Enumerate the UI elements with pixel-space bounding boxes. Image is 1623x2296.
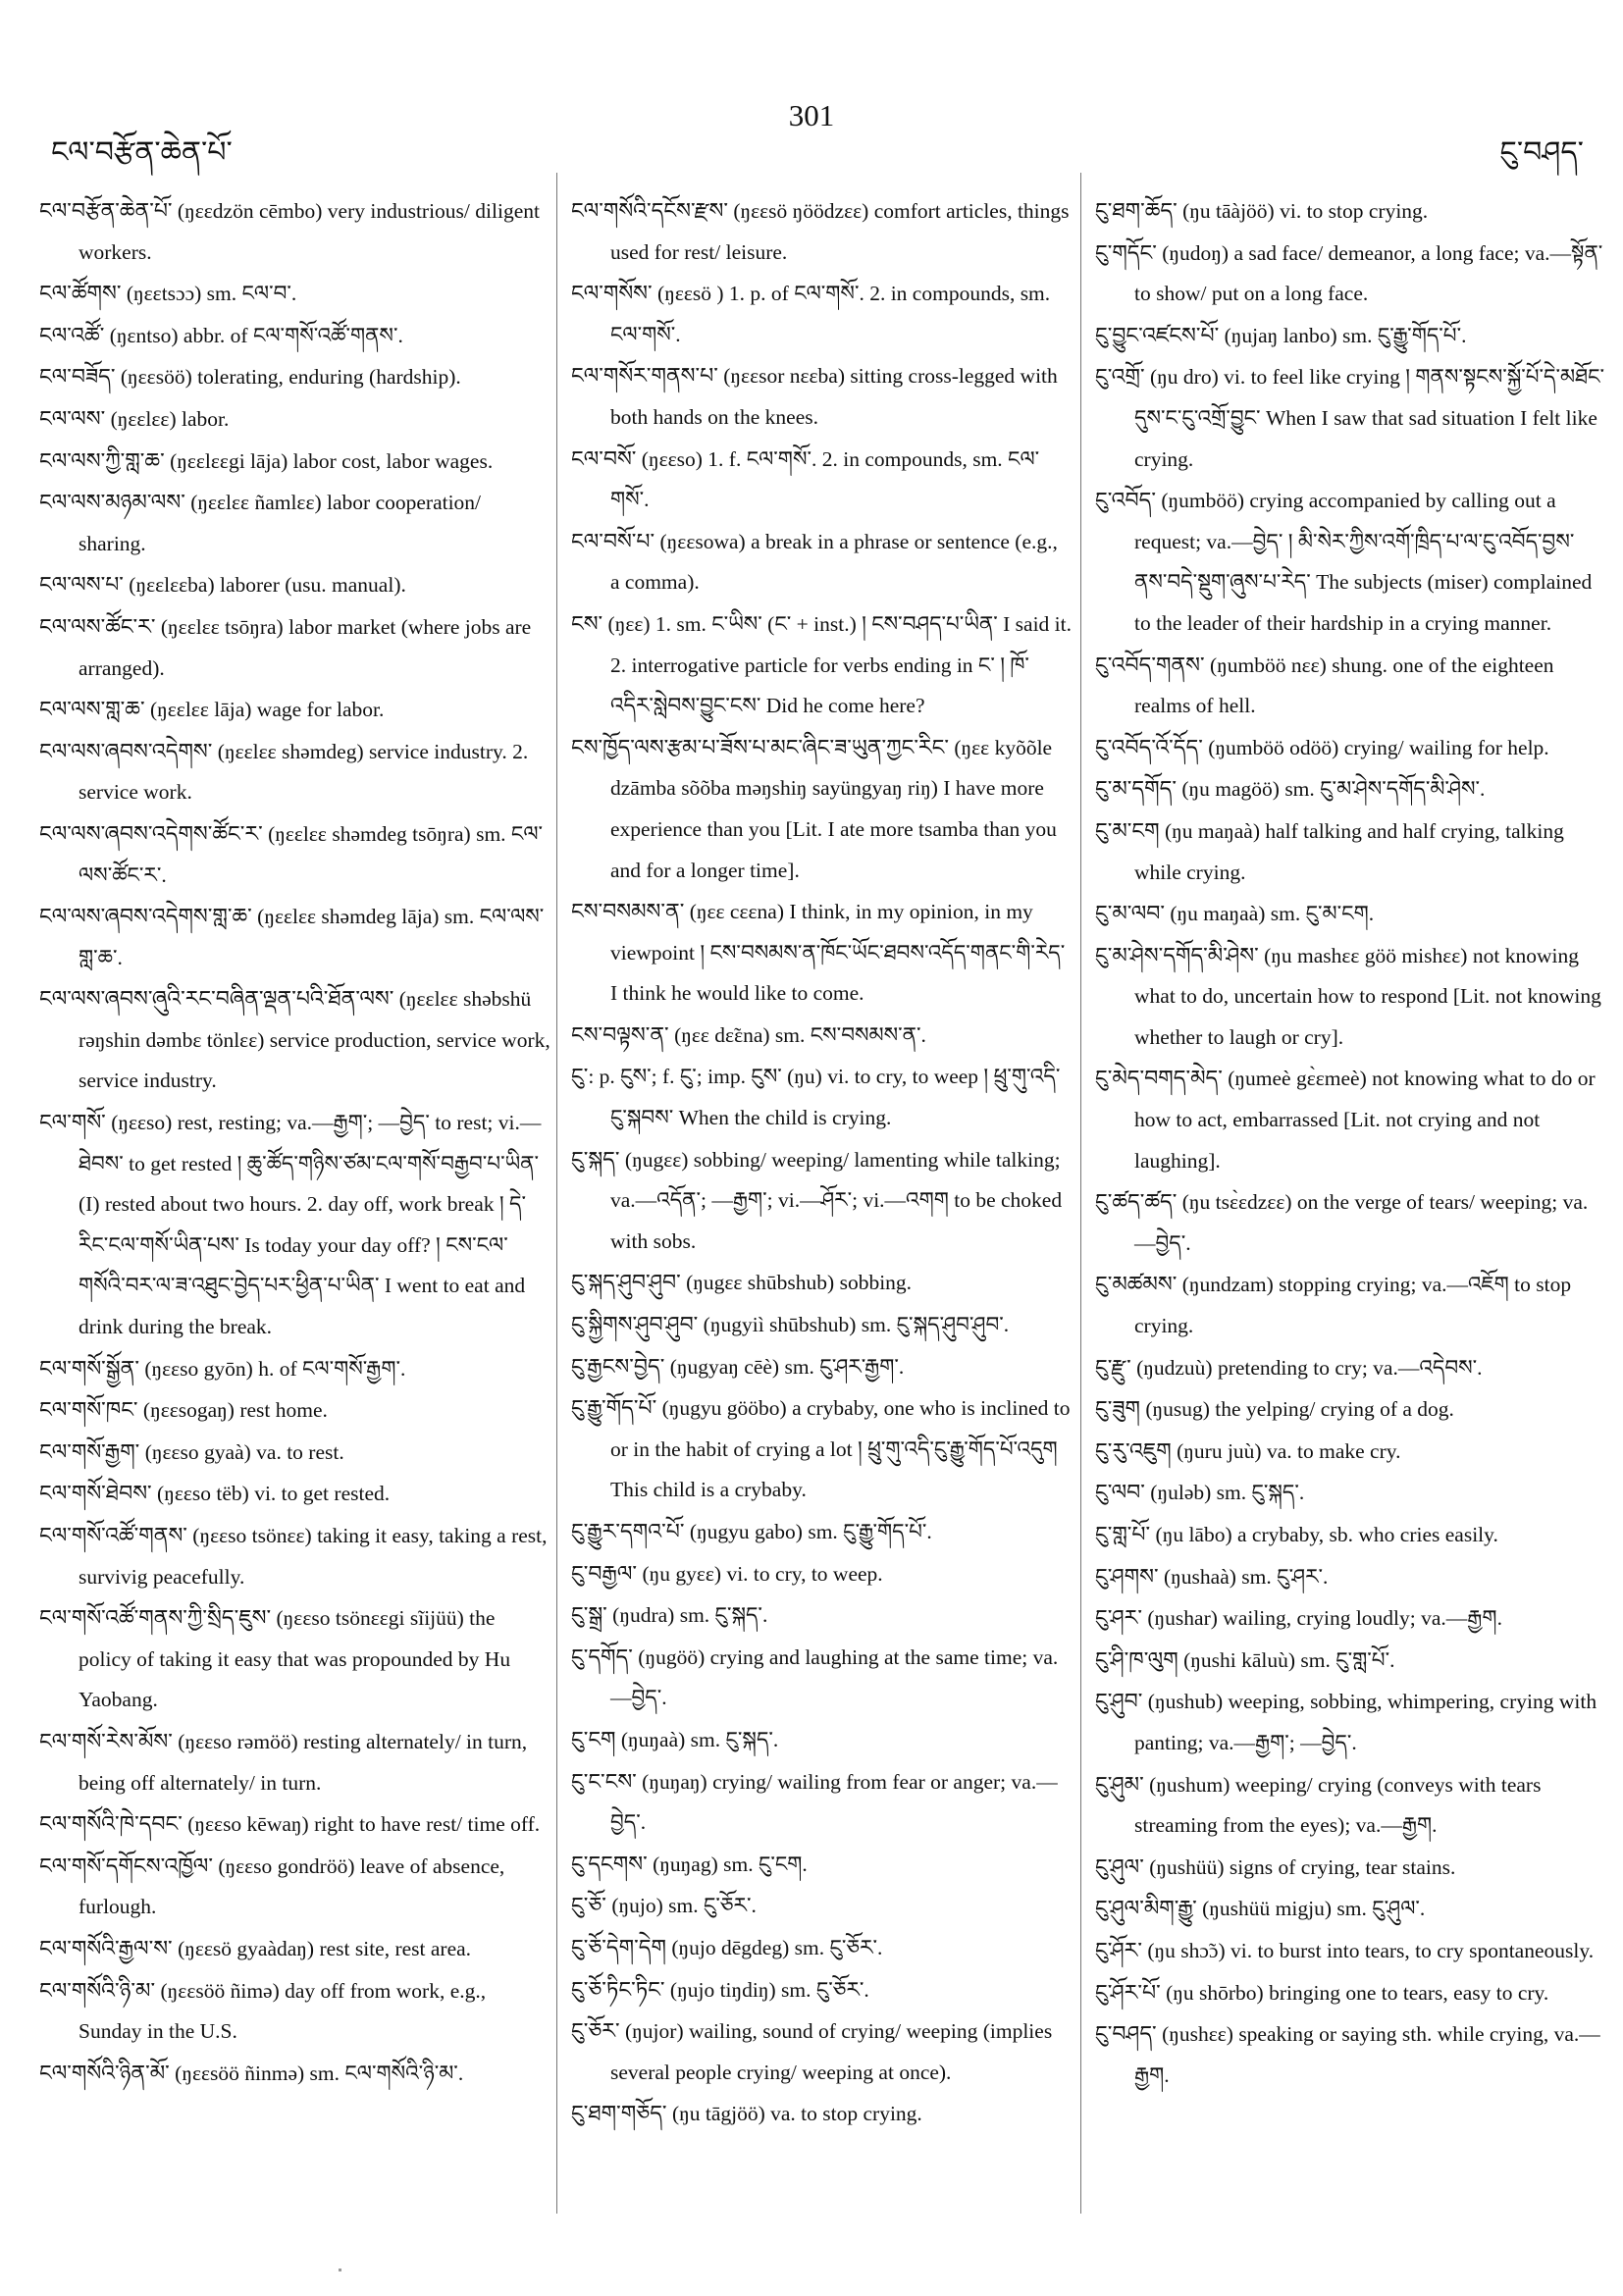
entry-definition: (ŋujo tiŋdiŋ) sm. ངུ་ཅོར་. xyxy=(664,1977,869,2002)
entry-definition: (ŋushaà) sm. ངུ་ཤར་. xyxy=(1158,1564,1329,1589)
dictionary-entry xyxy=(39,1803,551,1846)
dictionary-entry xyxy=(571,1885,1072,1927)
dictionary-entry xyxy=(39,731,551,813)
dictionary-entry xyxy=(39,896,551,978)
entry-definition: (ŋɛɛlɛɛgi lāja) labor cost, labor wages. xyxy=(164,448,494,473)
dictionary-entry xyxy=(571,1511,1072,1553)
entry-definition: (ŋɛɛsor nɛɛba) sitting cross-legged with both hands on the knees. xyxy=(610,364,1058,429)
entry-headword: ངལ་ལས་ཀྱི་གླ་ཆ་ xyxy=(39,447,165,473)
entry-headword: ངུ་ཐག་ཆོད་ xyxy=(1095,198,1178,223)
dictionary-entry xyxy=(1095,233,1605,315)
entry-definition: (ŋɛɛso) rest, resting; va.—རྒྱག་; —བྱེད་ to rest; vi.—ཐེབས་ to get rested ། ཆུ་ཚོད་གཉིས་ཙམ་ངལ་གསོ་བརྒྱབ་པ་ཡིན་ (I) rested about two hours. 2. day off, work break ། དེ་རིང་ངལ་གསོ་ཡིན་པས་ Is today your day off? ། ངས་ངལ་གསོའི་བར་ལ་ཟ་འཐུང་བྱེད་པར་ཕྱིན་པ་ཡིན་ I went to eat and drink during the break. xyxy=(79,1111,542,1339)
entry-definition: (ŋugɛɛ shūbshub) sobbing. xyxy=(680,1271,913,1295)
dictionary-entry xyxy=(39,2053,551,2095)
entry-headword: ངལ་ལས་ xyxy=(39,405,106,431)
dictionary-entry xyxy=(1095,893,1605,935)
entry-headword: ངལ་གསོ་དགོངས་འཁྱོལ་ xyxy=(39,1852,213,1878)
entry-headword: ངུ་མ་ལབ་ xyxy=(1095,901,1165,926)
entry-headword: ངུ་གླ་པོ་ xyxy=(1095,1522,1151,1546)
entry-definition: (ŋuŋag) sm. ངུ་ངག. xyxy=(647,1852,808,1876)
entry-definition: (ŋudoŋ) a sad face/ demeanor, a long face; va.—སྟོན་ to show/ put on a long face. xyxy=(1134,240,1603,306)
entry-definition: (ŋushar) wailing, crying loudly; va.—རྒྱག. xyxy=(1142,1606,1502,1631)
entry-definition: (ŋu tāàjöö) vi. to stop crying. xyxy=(1177,199,1429,223)
entry-definition: (ŋɛɛsö ŋöödzɛɛ) comfort articles, things used for rest/ leisure. xyxy=(610,199,1070,264)
dictionary-entry xyxy=(39,1348,551,1390)
entry-definition: (ŋugöö) crying and laughing at the same time; va.—བྱེད་. xyxy=(610,1644,1059,1710)
entry-definition: (ŋujaŋ lanbo) sm. ངུ་རྒྱུ་གོད་པོ་. xyxy=(1219,323,1467,347)
dictionary-entry xyxy=(571,1387,1072,1511)
entry-headword: ངལ་བརྩོན་ཆེན་པོ་ xyxy=(39,198,173,223)
entry-definition: (ŋumböö nɛɛ) shung. one of the eighteen realms of hell. xyxy=(1134,652,1554,718)
dictionary-entry xyxy=(39,273,551,315)
column-divider xyxy=(1080,173,1081,2214)
entry-definition: (ŋugɛɛ) sobbing/ weeping/ lamenting while talking; va.—འདོན་; —རྒྱག་; vi.—ཤོར་; vi.—འགག to be choked with sobs. xyxy=(610,1147,1063,1253)
dictionary-entry xyxy=(571,727,1072,891)
entry-definition: (ŋu magöö) sm. ངུ་མ་ཤེས་དགོད་མི་ཤེས་. xyxy=(1176,777,1486,802)
entry-headword: ངུ་ཐག་གཅོད་ xyxy=(571,2101,667,2126)
dictionary-entry xyxy=(571,273,1072,355)
entry-headword: ངལ་འཚོ་ xyxy=(39,322,105,347)
dictionary-entry xyxy=(39,1473,551,1515)
entry-headword: ངུ་མེད་བགད་མེད་ xyxy=(1095,1066,1223,1091)
dictionary-entry xyxy=(39,1102,551,1348)
entry-headword: ངུ་འབོད་གནས་ xyxy=(1095,652,1205,677)
dictionary-entry xyxy=(571,521,1072,603)
dictionary-entry xyxy=(1095,1347,1605,1389)
entry-headword: ངལ་བསོ་ xyxy=(571,445,637,471)
dictionary-entry xyxy=(1095,1930,1605,1972)
dictionary-entry xyxy=(1095,1681,1605,1763)
entry-definition: (ŋɛɛlɛɛ tsōŋra) labor market (where jobs are arranged). xyxy=(79,614,532,680)
entry-headword: ངལ་གསོ་ཁང་ xyxy=(39,1397,138,1423)
dictionary-entry xyxy=(1095,1764,1605,1847)
dictionary-entry xyxy=(571,1553,1072,1595)
running-head-right: ངུ་བཤད་ xyxy=(1499,136,1584,169)
entry-headword: ངུ་བཤད་ xyxy=(1095,2021,1157,2047)
dictionary-entry xyxy=(571,1304,1072,1346)
entry-headword: ངལ་གསོའི་ཉིན་མོ་ xyxy=(39,2060,170,2085)
entry-definition: (ŋɛɛso tsönɛɛgi sĩijüü) the policy of taking it easy that was propounded by Hu Yaobang. xyxy=(79,1606,511,1712)
entry-definition: (ŋɛɛsowa) a break in a phrase or sentence (e.g., a comma). xyxy=(610,529,1058,595)
entry-definition: (ŋɛɛ kyõõle dzāmba sõõba məŋshiŋ sayüngyaŋ riŋ) I have more experience than you [Lit. I ate more tsamba than you and for a longer time]. xyxy=(610,735,1057,882)
entry-headword: ངལ་གསོར་གནས་པ་ xyxy=(571,363,718,389)
entry-definition: (ŋɛɛ) 1. sm. ང་ཡིས་ (ང་ + inst.) ། ངས་བཤད་པ་ཡིན་ I said it. 2. interrogative particle for verbs ending in ང་ ། ཁོ་འདིར་སླེབས་བྱུང་ངས་ Did he come here? xyxy=(602,611,1072,718)
entry-definition: (ŋɛɛso gondröö) leave of absence, furlough. xyxy=(79,1853,505,1919)
entry-headword: ངལ་གསོས་ xyxy=(571,281,653,306)
entry-definition: (ŋu shɔ̃ɔ) vi. to burst into tears, to cry spontaneously. xyxy=(1142,1938,1595,1962)
dictionary-entry xyxy=(1095,1556,1605,1598)
entry-headword: ངལ་གསོ་ xyxy=(39,1110,106,1135)
dictionary-entry xyxy=(1095,935,1605,1059)
dictionary-entry xyxy=(571,439,1072,521)
entry-definition: (ŋugyu gabo) sm. ངུ་རྒྱུ་གོད་པོ་. xyxy=(684,1520,932,1543)
entry-headword: ངལ་བསོ་པ་ xyxy=(571,528,655,553)
entry-headword: ངུ་མ་ངག xyxy=(1095,817,1160,843)
dictionary-entry xyxy=(1095,1640,1605,1682)
entry-definition: (ŋu tsɛ̀ɛdzɛɛ) on the verge of tears/ weeping; va.—བྱེད་. xyxy=(1134,1190,1589,1255)
entry-headword: ངུ་རུ་འཇུག xyxy=(1095,1437,1172,1463)
entry-definition: (ŋɛɛlɛɛ shəmdeg) service industry. 2. service work. xyxy=(79,739,529,805)
dictionary-entry xyxy=(1095,727,1605,769)
dictionary-entry xyxy=(39,606,551,689)
entry-headword: ངུ་ཤུལ་མིག་རྒྱུ་ xyxy=(1095,1896,1197,1921)
entry-headword: ངུ་རྫུ་ xyxy=(1095,1354,1131,1380)
dictionary-entry xyxy=(39,689,551,731)
dictionary-entry xyxy=(39,1928,551,1970)
entry-headword: ངལ་ཚོགས་ xyxy=(39,281,122,306)
dictionary-entry xyxy=(39,1432,551,1474)
entry-headword: ངུ་ཤུབ་ xyxy=(1095,1689,1143,1714)
dictionary-entry xyxy=(571,1346,1072,1388)
entry-definition: (ŋushɛɛ) speaking or saying sth. while crying, va.—རྒྱག. xyxy=(1134,2022,1600,2087)
entry-headword: ངུ་སྐད་ xyxy=(571,1146,620,1172)
entry-headword: ངལ་གསོའི་ཁེ་དབང་ xyxy=(39,1811,183,1837)
dictionary-entry xyxy=(1095,1431,1605,1473)
entry-headword: ངུ་ཤོར་པོ་ xyxy=(1095,1979,1161,2005)
entry-headword: ངུ་མ་ཤེས་དགོད་མི་ཤེས་ xyxy=(1095,942,1259,967)
dictionary-entry xyxy=(39,1597,551,1721)
dictionary-entry xyxy=(571,1969,1072,2011)
entry-definition: (ŋɛɛlɛɛba) laborer (usu. manual). xyxy=(123,573,406,598)
entry-definition: (ŋɛɛtsɔɔ) sm. ངལ་བ་. xyxy=(121,282,297,306)
entry-definition: (ŋujo) sm. ངུ་ཅོར་. xyxy=(605,1894,757,1918)
entry-headword: ངུ་སྒྲ་ xyxy=(571,1602,607,1628)
entry-definition: (ŋu tāgjöö) va. to stop crying. xyxy=(666,2102,922,2126)
entry-headword: ངུ་མཚམས་ xyxy=(1095,1272,1178,1297)
entry-definition: (ŋɛɛsö ) 1. p. of ངལ་གསོ་. 2. in compounds, sm. ངལ་གསོ་. xyxy=(610,282,1051,346)
dictionary-entry xyxy=(39,1970,551,2053)
entry-definition: (ŋu shōrbo) bringing one to tears, easy to cry. xyxy=(1160,1980,1549,2005)
entry-headword: ངུ་རྒྱུར་དགའ་པོ་ xyxy=(571,1519,685,1543)
entry-definition: (ŋɛɛsöö ñinmə) sm. ངལ་གསོའི་ཉི་མ་. xyxy=(169,2061,464,2085)
entry-definition: (ŋɛɛso tëb) vi. to get rested. xyxy=(151,1482,391,1506)
entry-definition: (ŋushub) weeping, sobbing, whimpering, crying with panting; va.—རྒྱག་; —བྱེད་. xyxy=(1134,1690,1597,1754)
entry-definition: (ŋuru juù) va. to make cry. xyxy=(1171,1438,1401,1463)
entry-headword: ངུ་ཅོར་ xyxy=(571,2018,620,2044)
entry-definition: (ŋu gyɛɛ) vi. to cry, to weep. xyxy=(637,1561,883,1586)
entry-definition: (ŋɛɛ cɛɛna) I think, in my opinion, in my viewpoint ། ངས་བསམས་ན་ཁོང་ཡོང་ཐབས་འདོད་གནང་གི་རེད་ I think he would like to come. xyxy=(610,900,1066,1006)
dictionary-entry xyxy=(1095,1888,1605,1930)
entry-definition: (ŋɛɛsöö) tolerating, enduring (hardship). xyxy=(115,365,461,390)
entry-definition: (ŋɛɛso kēwaŋ) right to have rest/ time off. xyxy=(182,1812,541,1837)
entry-headword: ངལ་གསོ་འཚོ་གནས་ཀྱི་སྲིད་ཇུས་ xyxy=(39,1605,272,1631)
entry-definition: (ŋɛɛsöö ñimə) day off from work, e.g., Sunday in the U.S. xyxy=(79,1978,487,2044)
entry-definition: (ŋɛɛlɛɛ shəmdeg tsōŋra) sm. ངལ་ལས་ཚོང་ར་. xyxy=(79,821,544,887)
dictionary-entry xyxy=(571,1262,1072,1304)
entry-definition: (ŋu lābo) a crybaby, sb. who cries easily. xyxy=(1150,1523,1498,1546)
entry-definition: (ŋɛɛlɛɛ ñamlɛɛ) labor cooperation/ sharing. xyxy=(79,491,482,555)
entry-headword: ངུ་འབོད་འོ་དོད་ xyxy=(1095,734,1203,759)
entry-definition: (ŋɛɛ dɛ̃ɛna) sm. ངས་བསམས་ན་. xyxy=(668,1022,926,1047)
entry-definition: (ŋugyiì shūbshub) sm. ངུ་སྐད་ཤུབ་ཤུབ་. xyxy=(698,1313,1010,1337)
entry-definition: : p. ངུས་; f. ངུ་; imp. ངུས་ (ŋu) vi. to cry, to weep ། ཕྲུ་གུ་འདི་ངུ་སྐབས་ When the child is crying. xyxy=(588,1065,1061,1130)
entry-definition: (ŋu mashɛɛ göö mishɛɛ) not knowing what to do, uncertain how to respond [Lit. not knowing whether to laugh or cry]. xyxy=(1134,943,1601,1049)
entry-headword: ངུ་རྒྱངས་བྱེད་ xyxy=(571,1353,665,1379)
dictionary-entry xyxy=(1095,645,1605,727)
dictionary-entry xyxy=(571,2093,1072,2135)
entry-headword: ངུ་མ་དགོད་ xyxy=(1095,776,1177,802)
dictionary-entry xyxy=(39,190,551,273)
entry-headword: ངུ་ལབ་ xyxy=(1095,1480,1145,1505)
dictionary-entry xyxy=(571,1056,1072,1138)
dictionary-entry xyxy=(571,1637,1072,1719)
entry-headword: ངལ་ལས་ཞབས་འདེགས་ xyxy=(39,738,213,763)
entry-definition: (ŋugyu gööbo) a crybaby, one who is inclined to or in the habit of crying a lot ། ཕྲུ་གུ་འདི་ངུ་རྒྱུ་གོད་པོ་འདུག This child is a crybaby. xyxy=(610,1396,1071,1502)
entry-definition: (ŋuləb) sm. ངུ་སྐད་. xyxy=(1144,1481,1305,1505)
dictionary-entry xyxy=(1095,356,1605,480)
dictionary-entry xyxy=(39,1846,551,1928)
dictionary-entry xyxy=(571,2010,1072,2093)
entry-headword: ངུ་ xyxy=(571,1064,589,1089)
entry-definition: (ŋumböö odöö) crying/ wailing for help. xyxy=(1202,735,1549,759)
dictionary-entry xyxy=(39,564,551,606)
dictionary-entry xyxy=(1095,1597,1605,1640)
dictionary-entry xyxy=(39,1721,551,1803)
entry-headword: ངུ་ཤི་ཁ་ལུག xyxy=(1095,1646,1178,1672)
entry-headword: ངུ་དངགས་ xyxy=(571,1851,648,1876)
entry-definition: (ŋu maŋaà) half talking and half crying, talking while crying. xyxy=(1134,818,1564,884)
entry-definition: (ŋu maŋaà) sm. ངུ་མ་ངག. xyxy=(1164,902,1375,926)
entry-definition: (ŋɛɛso) 1. f. ངལ་གསོ་. 2. in compounds, sm. ངལ་གསོ་. xyxy=(610,446,1040,512)
column-divider xyxy=(556,173,557,2214)
entry-definition: (ŋudzuù) pretending to cry; va.—འདེབས་. xyxy=(1130,1355,1483,1380)
entry-definition: (ŋugyaŋ cēè) sm. ངུ་ཤར་རྒྱག་. xyxy=(664,1354,905,1379)
entry-headword: ངལ་གསོ་འཚོ་གནས་ xyxy=(39,1523,187,1547)
dictionary-entry xyxy=(39,813,551,896)
entry-definition: (ŋuŋaŋ) crying/ wailing from fear or anger; va.—བྱེད་. xyxy=(610,1769,1058,1835)
dictionary-entry xyxy=(1095,1972,1605,2014)
entry-definition: (ŋɛɛdzön cēmbo) very industrious/ diligent workers. xyxy=(79,199,540,264)
entry-headword: ངུ་སྐད་ཤུབ་ཤུབ་ xyxy=(571,1270,681,1295)
entry-headword: ངུ་རྒྱུ་གོད་པོ་ xyxy=(571,1395,657,1421)
entry-headword: ངལ་ལས་ཞབས་འདེགས་ཚོང་ར་ xyxy=(39,820,263,846)
entry-definition: (ŋumeè gɛ̀ɛmeè) not knowing what to do or how to act, embarrassed [Lit. not crying and not laughing]. xyxy=(1134,1067,1596,1173)
dictionary-entry xyxy=(39,356,551,398)
dictionary-entry xyxy=(1095,1514,1605,1556)
dictionary-entry xyxy=(1095,190,1605,233)
entry-headword: ངལ་གསོ་ཐེབས་ xyxy=(39,1481,152,1506)
entry-definition: (ŋu dro) vi. to feel like crying ། གནས་སྟངས་སྐྱོ་པོ་དེ་མཐོང་དུས་ང་ངུ་འགྲོ་བྱུང་ When I saw that sad situation I felt like crying. xyxy=(1134,365,1605,471)
entry-headword: ངས་ཁྱོད་ལས་རྩམ་པ་ཟོས་པ་མང་ཞིང་ཟ་ཡུན་ཀྱང་རིང་ xyxy=(571,734,949,759)
dictionary-entry xyxy=(571,1761,1072,1844)
dictionary-entry xyxy=(39,315,551,357)
entry-headword: ངལ་ལས་ཚོང་ར་ xyxy=(39,613,156,639)
entry-headword: ངལ་ལས་གླ་ཆ་ xyxy=(39,697,145,722)
entry-headword: ངུ་ཤུམ་ xyxy=(1095,1771,1144,1797)
entry-headword: ངུ་ངག xyxy=(571,1726,616,1751)
entry-definition: (ŋɛɛso gyōn) h. of ངལ་གསོ་རྒྱག་. xyxy=(138,1356,406,1381)
entry-definition: (ŋushüü) signs of crying, tear stains. xyxy=(1143,1854,1456,1879)
entry-headword: ངུ་ཤར་ xyxy=(1095,1605,1143,1631)
entry-headword: ངལ་གསོའི་དངོས་རྫས་ xyxy=(571,198,728,223)
entry-definition: (ŋuŋaà) sm. ངུ་སྐད་. xyxy=(615,1727,779,1751)
dictionary-entry xyxy=(1095,1847,1605,1889)
entry-definition: (ŋɛɛsogaŋ) rest home. xyxy=(137,1398,328,1423)
dictionary-entry xyxy=(1095,315,1605,357)
dictionary-entry xyxy=(39,1515,551,1597)
dictionary-entry xyxy=(571,1139,1072,1263)
dictionary-entry xyxy=(39,978,551,1102)
column-1 xyxy=(39,190,551,2212)
entry-definition: (ŋɛɛso tsönɛɛ) taking it easy, taking a rest, survivig peacefully. xyxy=(79,1524,548,1589)
entry-definition: (ŋumböö) crying accompanied by calling out a request; va.—བྱེད་ ། མི་སེར་ཀྱིས་འགོ་ཁྲིད་པ་ལ་ངུ་འབོད་བྱས་ནས་བདེ་སྡུག་ཞུས་པ་རེད་ The subjects (miser) complained to the leader of their hardship in a crying manner. xyxy=(1134,489,1593,635)
dictionary-entry xyxy=(571,355,1072,438)
entry-headword: ངལ་གསོའི་ཉི་མ་ xyxy=(39,1977,156,2003)
footer-mark xyxy=(339,2269,341,2271)
entry-headword: ངས་བལྟས་ན་ xyxy=(571,1021,669,1047)
dictionary-entry xyxy=(39,441,551,483)
entry-definition: (ŋɛɛlɛɛ lāja) wage for labor. xyxy=(144,698,385,722)
entry-headword: ངས་བསམས་ན་ xyxy=(571,899,685,924)
entry-headword: ངུ་ཤོར་ xyxy=(1095,1937,1143,1962)
dictionary-entry xyxy=(1095,1472,1605,1514)
dictionary-entry xyxy=(1095,1264,1605,1346)
entry-headword: ངུ་གདོང་ xyxy=(1095,239,1157,265)
entry-headword: ངལ་བཟོད་ xyxy=(39,364,116,390)
entry-definition: (ŋɛɛso rəmöö) resting alternately/ in turn, being off alternately/ in turn. xyxy=(79,1729,528,1795)
entry-headword: ངུ་ཅོ་ xyxy=(571,1893,606,1918)
dictionary-entry xyxy=(1095,480,1605,644)
running-head-left: ངལ་བརྩོན་ཆེན་པོ་ xyxy=(51,136,233,169)
dictionary-entry xyxy=(571,1719,1072,1761)
dictionary-entry xyxy=(1095,810,1605,893)
entry-definition: (ŋusug) the yelping/ crying of a dog. xyxy=(1139,1397,1454,1422)
entry-headword: ངུ་ང་ངས་ xyxy=(571,1768,637,1794)
column-3 xyxy=(1095,190,1605,2212)
dictionary-entry xyxy=(571,1927,1072,1969)
entry-definition: (ŋɛntso) abbr. of ངལ་གསོ་འཚོ་གནས་. xyxy=(104,323,403,347)
dictionary-entry xyxy=(571,603,1072,727)
entry-definition: (ŋɛɛsö gyaàdaŋ) rest site, rest area. xyxy=(172,1936,472,1960)
entry-definition: (ŋushum) weeping/ crying (conveys with tears streaming from the eyes); va.—རྒྱག. xyxy=(1134,1772,1542,1838)
entry-headword: ངལ་ལས་མཉམ་ལས་ xyxy=(39,490,185,515)
entry-headword: ངུ་ཚད་ཚད་ xyxy=(1095,1189,1178,1215)
dictionary-entry xyxy=(1095,2013,1605,2096)
entry-headword: ངལ་ལས་པ་ xyxy=(39,572,124,598)
entry-headword: ངུ་ཅོ་དེག་དེག xyxy=(571,1934,666,1959)
dictionary-entry xyxy=(571,190,1072,273)
entry-headword: ངལ་གསོའི་རྒྱལ་ས་ xyxy=(39,1935,173,1960)
entry-headword: ངུ་སྐྱིགས་ཤུབ་ཤུབ་ xyxy=(571,1312,699,1337)
dictionary-entry xyxy=(571,1015,1072,1057)
entry-definition: (ŋujor) wailing, sound of crying/ weeping (implies several people crying/ weeping at once). xyxy=(610,2019,1053,2084)
dictionary-entry xyxy=(1095,768,1605,810)
dictionary-entry xyxy=(571,891,1072,1015)
dictionary-entry xyxy=(1095,1388,1605,1431)
entry-definition: (ŋɛɛlɛɛ) labor. xyxy=(105,406,230,431)
entry-definition: (ŋɛɛlɛɛ shəmdeg lāja) sm. ངལ་ལས་གླ་ཆ་. xyxy=(79,905,545,969)
entry-definition: (ŋushüü migju) sm. ངུ་ཤུལ་. xyxy=(1196,1897,1426,1921)
entry-headword: ངལ་ལས་ཞབས་ཞུའི་རང་བཞིན་ལྡན་པའི་ཐོན་ལས་ xyxy=(39,986,394,1012)
entry-headword: ངལ་གསོ་རྒྱག་ xyxy=(39,1438,140,1464)
dictionary-entry xyxy=(571,1594,1072,1637)
entry-headword: ངལ་གསོ་སྒྱོན་ xyxy=(39,1355,139,1381)
entry-headword: ངས་ xyxy=(571,610,603,636)
dictionary-entry xyxy=(1095,1181,1605,1264)
dictionary-entry xyxy=(1095,1058,1605,1181)
entry-definition: (ŋɛɛlɛɛ shəbshü rəŋshin dəmbɛ tönlɛɛ) service production, service work, service industry. xyxy=(79,987,550,1093)
dictionary-entry xyxy=(571,1844,1072,1886)
entry-headword: ངུ་ཤགས་ xyxy=(1095,1563,1159,1589)
entry-headword: ངུ་ཟུག xyxy=(1095,1396,1140,1422)
dictionary-entry xyxy=(39,482,551,564)
entry-headword: ངལ་ལས་ཞབས་འདེགས་གླ་ཆ་ xyxy=(39,904,252,929)
page-number: 301 xyxy=(788,98,835,132)
entry-headword: ངུ་ཅོ་ཏིང་ཏིང་ xyxy=(571,1976,665,2002)
entry-definition: (ŋushi kāluù) sm. ངུ་གླ་པོ་. xyxy=(1178,1647,1395,1672)
entry-definition: (ŋujo dēgdeg) sm. ངུ་ཅོར་. xyxy=(666,1935,883,1959)
entry-headword: ངུ་འགྲོ་ xyxy=(1095,364,1145,390)
dictionary-entry xyxy=(39,1389,551,1432)
entry-headword: ངུ་བྱུང་འཛངས་པོ་ xyxy=(1095,322,1220,347)
column-2 xyxy=(571,190,1072,2212)
dictionary-entry xyxy=(39,398,551,441)
entry-headword: ངུ་བརྒྱལ་ xyxy=(571,1560,638,1586)
entry-headword: ངལ་གསོ་རེས་མོས་ xyxy=(39,1728,173,1753)
entry-headword: ངུ་དགོད་ xyxy=(571,1644,633,1669)
entry-definition: (ŋɛɛso gyaà) va. to rest. xyxy=(139,1439,344,1464)
entry-headword: ངུ་འབོད་ xyxy=(1095,488,1156,513)
entry-definition: (ŋudra) sm. ངུ་སྐད་. xyxy=(606,1603,768,1628)
entry-definition: (ŋundzam) stopping crying; va.—འཇོག to stop crying. xyxy=(1134,1273,1572,1338)
entry-headword: ངུ་ཤུལ་ xyxy=(1095,1853,1144,1879)
